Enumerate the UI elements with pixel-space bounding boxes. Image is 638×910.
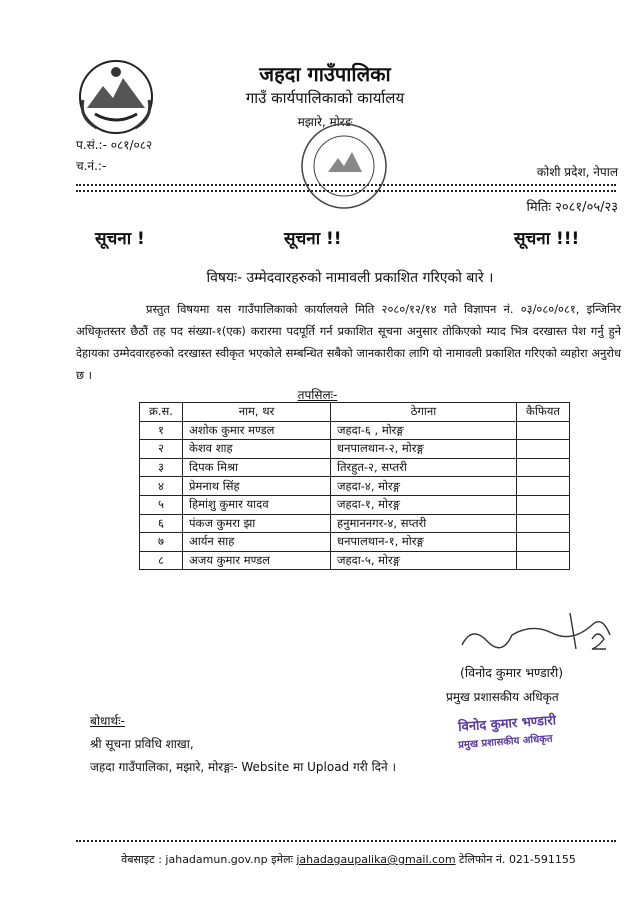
cell-serial: ८: [140, 551, 183, 570]
header-address: ठेगाना: [331, 403, 517, 422]
cell-address: हनुमाननगर-४, सप्तरी: [331, 514, 517, 533]
email-label: इमेलः: [271, 853, 293, 866]
header-remarks: कैफियत: [517, 403, 570, 422]
table-row: [140, 421, 570, 440]
candidate-table: [139, 402, 570, 570]
cell-remarks: [517, 458, 570, 477]
handwritten-signature: [452, 605, 622, 657]
cell-name: पंकज कुमरा झा: [183, 514, 331, 533]
cell-address: जहदा-४, मोरङ्ग: [331, 477, 517, 496]
table-row: [140, 533, 570, 552]
table-row: [140, 495, 570, 514]
dispatch-number: च.नं.:-: [76, 159, 107, 173]
cell-address: जहदा-६ , मोरङ्ग: [331, 421, 517, 440]
cell-serial: ५: [140, 495, 183, 514]
website-link[interactable]: jahadamun.gov.np: [165, 853, 268, 866]
cell-remarks: [517, 514, 570, 533]
footer: [76, 852, 621, 867]
cell-name: आर्यन साह: [183, 533, 331, 552]
notice-heading-3: सूचना !!!: [514, 229, 580, 249]
signature-stamp-title: प्रमुख प्रशासकीय अधिकृत: [457, 733, 553, 752]
bodhartha-label: बोधार्थः-: [90, 714, 125, 728]
cell-remarks: [517, 533, 570, 552]
signature-stamp-name: विनोद कुमार भण्डारी: [457, 713, 557, 736]
cell-name: अशोक कुमार मण्डल: [183, 421, 331, 440]
cell-name: हिमांशु कुमार यादव: [183, 495, 331, 514]
cell-serial: ६: [140, 514, 183, 533]
header-divider-2: [76, 190, 616, 192]
cell-name: अजय कुमार मण्डल: [183, 551, 331, 570]
cell-name: प्रेमनाथ सिंह: [183, 477, 331, 496]
org-name: जहदा गाउँपालिका: [259, 62, 391, 86]
cell-remarks: [517, 495, 570, 514]
table-title: तपसिलः-: [297, 388, 338, 402]
email-link[interactable]: jahadagaupalika@gmail.com: [296, 853, 456, 866]
cell-remarks: [517, 421, 570, 440]
cell-address: जहदा-१, मोरङ्ग: [331, 495, 517, 514]
cell-address: धनपालथान-१, मोरङ्ग: [331, 533, 517, 552]
table-row: [140, 458, 570, 477]
office-place: मझारे, मोरङ: [297, 115, 353, 129]
cell-serial: ४: [140, 477, 183, 496]
cell-serial: २: [140, 440, 183, 459]
cell-address: धनपालथान-२, मोरङ्ग: [331, 440, 517, 459]
body-paragraph: प्रस्तुत विषयमा यस गाउँपालिकाको कार्यालयले मिति २०८०/१२/१४ गते विज्ञापन नं. ०३/०८०/०८१, इन्जिनिर अधिकृतस्तर छैठौं तह पद संख्या-१(एक) करारमा पदपूर्ति गर्न प्रकाशित सूचना अनुसार तोकिएको म्याद भित्र दरखास्त पेश गर्नु हुने देहायका उम्मेदवारहरुको दरखास्त स्वीकृत भएकोले सम्बन्धित सबैको जानकारीका लागि यो नामावली प्रकाशित गरिएको व्यहोरा अनुरोध छ ।: [76, 302, 621, 382]
cell-name: दिपक मिश्रा: [183, 458, 331, 477]
cell-remarks: [517, 477, 570, 496]
notice-heading-2: सूचना !!: [284, 229, 342, 249]
subject-line: विषयः- उम्मेदवारहरुको नामावली प्रकाशित गरिएको बारे ।: [206, 270, 494, 286]
reference-number: प.सं.:- ०८१/०८२: [76, 138, 153, 152]
signatory-name: (विनोद कुमार भण्डारी): [460, 665, 564, 680]
cell-serial: ३: [140, 458, 183, 477]
office-name: गाउँ कार्यपालिकाको कार्यालय: [245, 89, 405, 107]
header-name: नाम, थर: [183, 403, 331, 422]
nepal-emblem-logo: [75, 56, 157, 138]
cell-address: तिरहुत-२, सप्तरी: [331, 458, 517, 477]
cell-remarks: [517, 440, 570, 459]
office-seal-stamp: [298, 120, 390, 212]
table-row: [140, 440, 570, 459]
bodhartha-line-2: जहदा गाउँपालिका, मझारे, मोरङ्गः- Website मा Upload गरी दिने ।: [90, 760, 397, 774]
header-serial: क्र.स.: [140, 403, 183, 422]
website-label: वेबसाइट :: [121, 853, 162, 866]
header-divider: [76, 184, 616, 186]
table-row: [140, 514, 570, 533]
cell-serial: १: [140, 421, 183, 440]
footer-divider: [76, 840, 616, 842]
cell-remarks: [517, 551, 570, 570]
table-row: [140, 551, 570, 570]
letter-date: मितिः २०८१/०५/२३: [526, 200, 618, 215]
province: कोशी प्रदेश, नेपाल: [536, 165, 618, 179]
cell-serial: ७: [140, 533, 183, 552]
table-row: [140, 477, 570, 496]
phone-number: 021-591155: [508, 853, 576, 866]
signatory-title: प्रमुख प्रशासकीय अधिकृत: [446, 690, 559, 704]
notice-heading-1: सूचना !: [95, 229, 145, 249]
bodhartha-line-1: श्री सूचना प्रविधि शाखा,: [90, 737, 194, 751]
cell-address: जहदा-५, मोरङ्ग: [331, 551, 517, 570]
table-header-row: [140, 403, 570, 422]
cell-name: केशव शाह: [183, 440, 331, 459]
phone-label: टेलिफोन नं.: [459, 853, 506, 866]
